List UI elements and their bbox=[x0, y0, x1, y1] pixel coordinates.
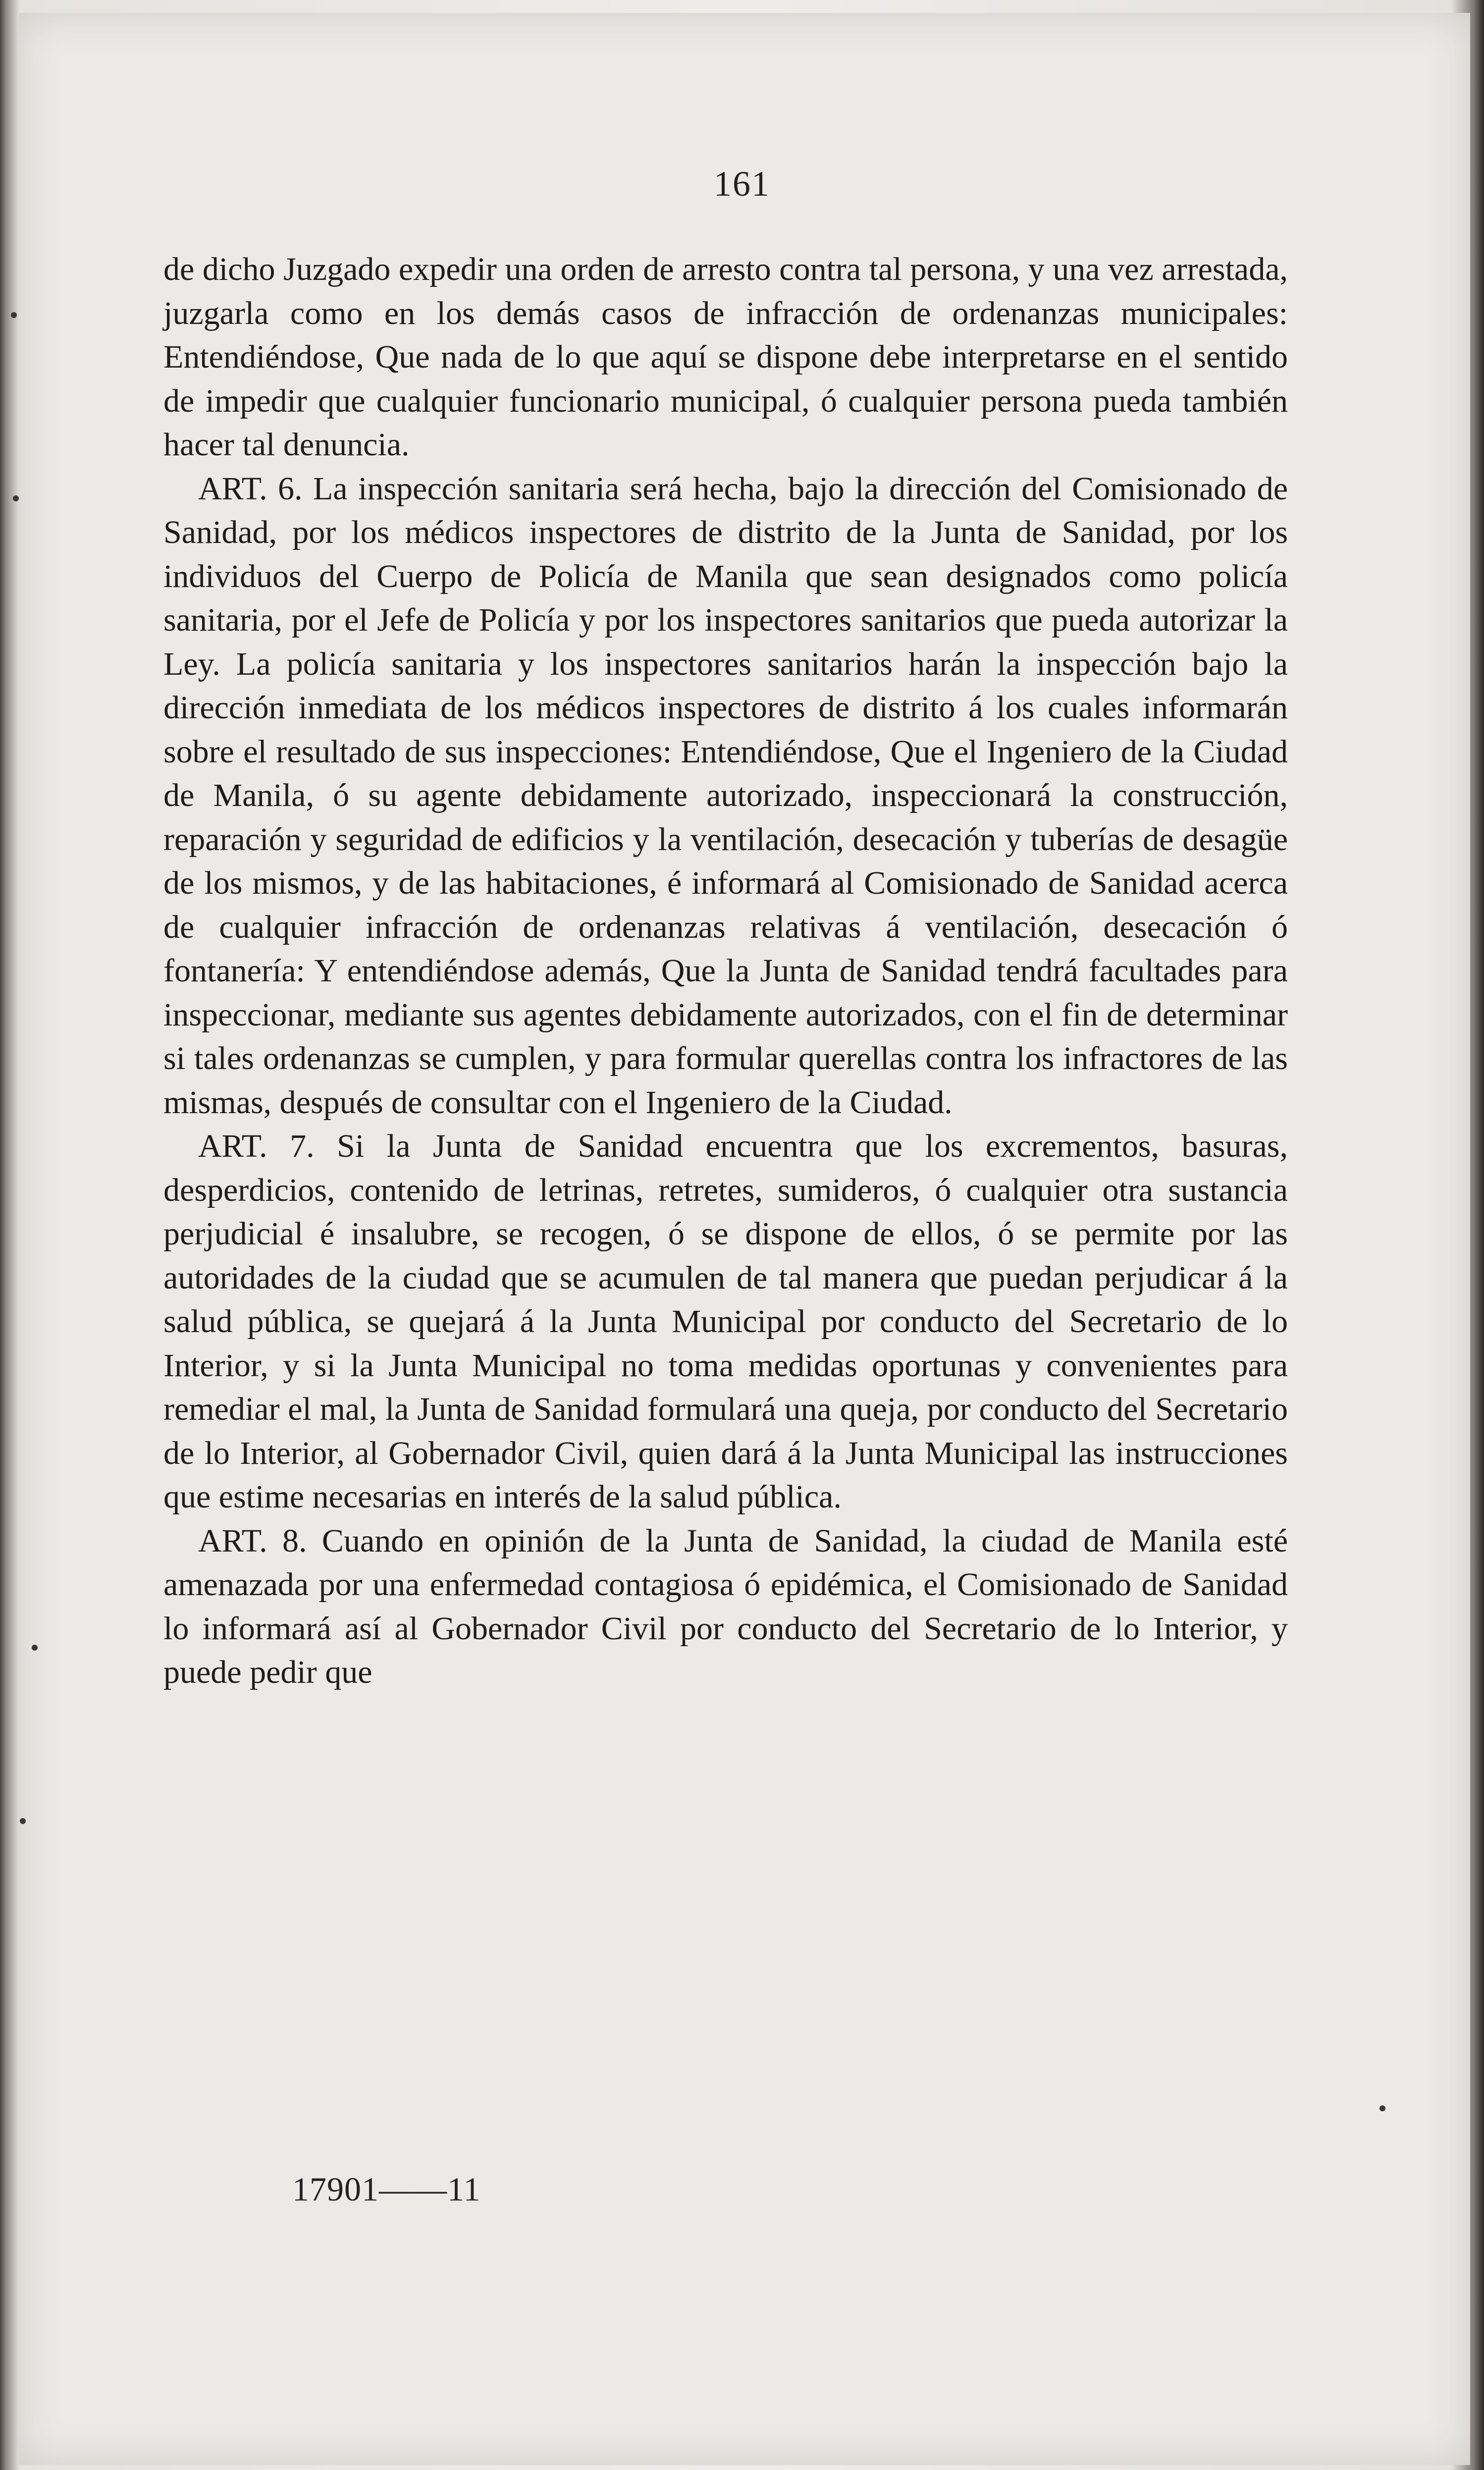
paragraph-art-6: ART. 6. La inspección sanitaria será hecha, bajo la dirección del Comisionado de Sanidad, por los médicos inspectores de distrito de la Junta de Sanidad, por los individuos del Cuerpo de Policía de Manila que sean designados como policía sanitaria, por el Jefe de Policía y por los inspectores sanitarios que pueda autorizar la Ley. La policía sanitaria y los inspectores sanitarios harán la inspección bajo la dirección inmediata de los médicos inspectores de distrito á los cuales informarán sobre el resultado de sus inspecciones: Entendiéndose, Que el Ingeniero de la Ciudad de Manila, ó su agente debidamente autorizado, inspeccionará la construcción, reparación y seguridad de edificios y la ventilación, desecación y tuberías de desagüe de los mismos, y de las habitaciones, é informará al Comisionado de Sanidad acerca de cualquier infracción de ordenanzas relativas á ventilación, desecación ó fontanería: Y entendiéndose además, Que la Junta de Sanidad tendrá facultades para inspeccionar, mediante sus agentes debidamente autorizados, con el fin de determinar si tales ordenanzas se cumplen, y para formular querellas contra los infractores de las mismas, después de consultar con el Ingeniero de la Ciudad. bbox=[163, 470, 1288, 1121]
paragraph-art-8: ART. 8. Cuando en opinión de la Junta de Sanidad, la ciudad de Manila esté amenazada por una enfermedad contagiosa ó epidémica, el Comisionado de Sanidad lo informará así al Gobernador Civil por conducto del Secretario de lo Interior, y puede pedir que bbox=[163, 1522, 1288, 1690]
margin-speck bbox=[13, 495, 19, 501]
margin-speck bbox=[11, 312, 17, 318]
body-text bbox=[163, 248, 1288, 1695]
margin-speck bbox=[32, 1645, 38, 1651]
page-number: 161 bbox=[714, 164, 770, 204]
paragraph-1: de dicho Juzgado expedir una orden de arresto contra tal persona, y una vez arrestada, juzgarla como en los demás casos de infracción de ordenanzas municipales: Entendiéndose, Que nada de lo que aquí se dispone debe interpretarse en el sentido de impedir que cualquier funcionario municipal, ó cualquier persona pueda también hacer tal denuncia. bbox=[163, 251, 1288, 463]
margin-speck bbox=[20, 1818, 26, 1824]
margin-speck bbox=[1379, 2105, 1385, 2111]
paragraph-art-7: ART. 7. Si la Junta de Sanidad encuentra que los excrementos, basuras, desperdicios, contenido de letrinas, retretes, sumideros, ó cualquier otra sustancia perjudicial é insalubre, se recogen, ó se dispone de ellos, ó se permite por las autoridades de la ciudad que se acumulen de tal manera que puedan perjudicar á la salud pública, se quejará á la Junta Municipal por conducto del Secretario de lo Interior, y si la Junta Municipal no toma medidas oportunas y convenientes para remediar el mal, la Junta de Sanidad formulará una queja, por conducto del Secretario de lo Interior, al Gobernador Civil, quien dará á la Junta Municipal las instrucciones que estime necesarias en interés de la salud pública. bbox=[163, 1128, 1288, 1515]
printer-signature: 17901——11 bbox=[292, 2170, 481, 2208]
